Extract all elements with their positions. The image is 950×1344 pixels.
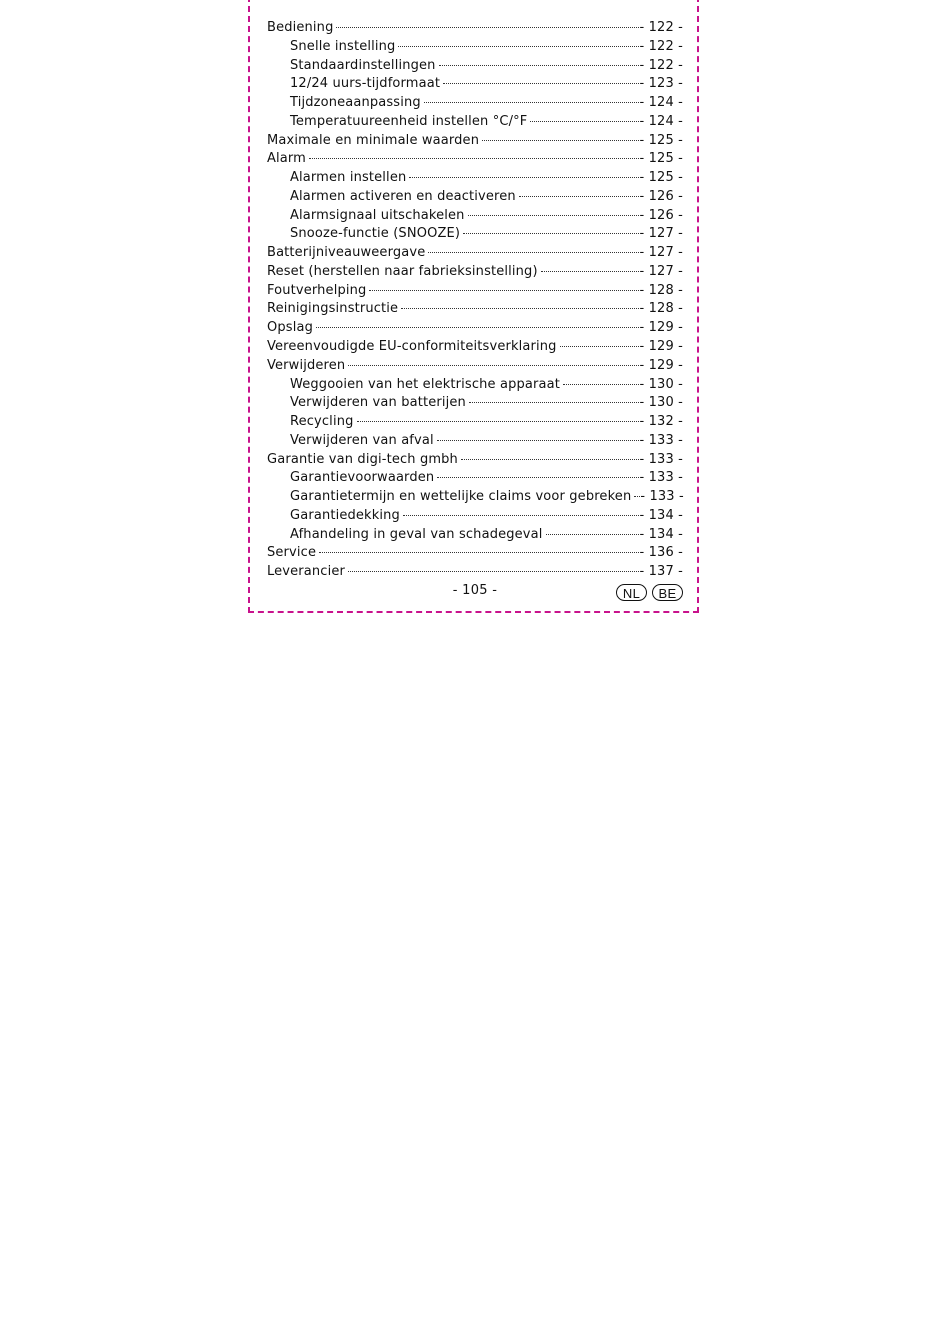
- toc-entry-page: - 133 -: [639, 432, 683, 448]
- toc-dot-leader: [401, 308, 639, 309]
- toc-dot-leader: [519, 196, 640, 197]
- toc-entry-page: - 128 -: [639, 282, 683, 298]
- toc-entry[interactable]: [267, 394, 683, 413]
- toc-entry-title: Service: [267, 545, 317, 561]
- toc-entry[interactable]: [267, 38, 683, 57]
- toc-entry-title: Snooze-functie (SNOOZE): [290, 226, 461, 242]
- toc-entry-page: - 124 -: [639, 113, 683, 129]
- toc-entry-title: Alarmen instellen: [290, 170, 407, 186]
- toc-entry[interactable]: [267, 488, 683, 507]
- toc-entry[interactable]: [267, 432, 683, 451]
- toc-entry-page: - 130 -: [639, 376, 683, 392]
- toc-entry-title: 12/24 uurs-tijdformaat: [290, 76, 441, 92]
- toc-entry-title: Reset (herstellen naar fabrieksinstelling): [267, 263, 538, 279]
- toc-entry[interactable]: [267, 319, 683, 338]
- toc-entry[interactable]: [267, 169, 683, 188]
- toc-entry-page: - 128 -: [639, 301, 683, 317]
- toc-entry-title: Recycling: [290, 414, 354, 430]
- toc-entry-page: - 136 -: [639, 545, 683, 561]
- toc-dot-leader: [309, 158, 639, 159]
- toc-entry[interactable]: [267, 225, 683, 244]
- toc-entry-page: - 134 -: [639, 507, 683, 523]
- toc-entry-page: - 122 -: [639, 38, 683, 54]
- toc-entry[interactable]: [267, 263, 683, 282]
- toc-dot-leader: [541, 271, 640, 272]
- toc-entry-title: Standaardinstellingen: [290, 57, 436, 73]
- toc-entry[interactable]: [267, 300, 683, 319]
- toc-entry[interactable]: [267, 338, 683, 357]
- toc-entry-page: - 129 -: [639, 339, 683, 355]
- toc-entry-title: Temperatuureenheid instellen °C/°F: [290, 113, 528, 129]
- toc-entry-page: - 125 -: [639, 132, 683, 148]
- toc-entry-page: - 122 -: [639, 20, 683, 35]
- toc-entry-page: - 133 -: [640, 489, 684, 505]
- toc-entry[interactable]: [267, 544, 683, 563]
- toc-dot-leader: [319, 552, 639, 553]
- toc-entry-page: - 133 -: [639, 451, 683, 467]
- toc-entry[interactable]: [267, 19, 683, 38]
- toc-entry[interactable]: [267, 469, 683, 488]
- toc-dot-leader: [546, 534, 640, 535]
- toc-dot-leader: [563, 384, 640, 385]
- toc-dot-leader: [369, 290, 639, 291]
- toc-dot-leader: [463, 233, 639, 234]
- toc-entry-title: Opslag: [267, 320, 313, 336]
- toc-dot-leader: [437, 477, 639, 478]
- toc-dot-leader: [409, 177, 639, 178]
- toc-entry-page: - 122 -: [639, 57, 683, 73]
- toc-entry-page: - 127 -: [639, 263, 683, 279]
- toc-dot-leader: [348, 365, 639, 366]
- toc-entry[interactable]: [267, 357, 683, 376]
- toc-entry-title: Weggooien van het elektrische apparaat: [290, 376, 560, 392]
- table-of-contents: [267, 19, 683, 582]
- toc-entry-title: Garantietermijn en wettelijke claims voor gebreken: [290, 489, 632, 505]
- toc-dot-leader: [530, 121, 639, 122]
- toc-entry[interactable]: [267, 75, 683, 94]
- toc-entry-page: - 134 -: [639, 526, 683, 542]
- toc-entry[interactable]: [267, 188, 683, 207]
- toc-entry[interactable]: [267, 150, 683, 169]
- toc-dot-leader: [469, 402, 640, 403]
- page-number: - 105 -: [452, 583, 498, 598]
- toc-dot-leader: [443, 83, 639, 84]
- toc-dot-leader: [357, 421, 640, 422]
- toc-entry-page: - 127 -: [639, 226, 683, 242]
- toc-entry-title: Garantiedekking: [290, 507, 400, 523]
- toc-entry[interactable]: [267, 413, 683, 432]
- toc-entry-title: Garantie van digi-tech gmbh: [267, 451, 458, 467]
- toc-dot-leader: [482, 140, 639, 141]
- country-badge-be: BE: [652, 584, 683, 601]
- toc-entry-page: - 129 -: [639, 320, 683, 336]
- toc-entry-title: Verwijderen: [267, 357, 346, 373]
- toc-dot-leader: [424, 102, 640, 103]
- toc-entry-title: Verwijderen van batterijen: [290, 395, 466, 411]
- toc-entry-title: Foutverhelping: [267, 282, 367, 298]
- toc-dot-leader: [437, 440, 640, 441]
- toc-entry-page: - 133 -: [639, 470, 683, 486]
- toc-entry-page: - 137 -: [639, 564, 683, 580]
- toc-entry[interactable]: [267, 526, 683, 545]
- toc-dot-leader: [398, 46, 639, 47]
- toc-entry-title: Alarmsignaal uitschakelen: [290, 207, 465, 223]
- toc-dot-leader: [316, 327, 639, 328]
- toc-entry[interactable]: [267, 94, 683, 113]
- toc-dot-leader: [461, 459, 640, 460]
- toc-entry-title: Alarmen activeren en deactiveren: [290, 188, 516, 204]
- toc-entry-title: Bediening: [267, 20, 334, 35]
- toc-entry[interactable]: [267, 244, 683, 263]
- toc-dot-leader: [634, 496, 640, 497]
- toc-entry[interactable]: [267, 376, 683, 395]
- toc-entry-page: - 127 -: [639, 245, 683, 261]
- toc-entry-page: - 130 -: [639, 395, 683, 411]
- toc-entry-page: - 129 -: [639, 357, 683, 373]
- toc-entry[interactable]: [267, 507, 683, 526]
- toc-entry[interactable]: [267, 113, 683, 132]
- toc-entry-title: Tijdzoneaanpassing: [290, 95, 421, 111]
- toc-entry-page: - 124 -: [639, 95, 683, 111]
- toc-dot-leader: [348, 571, 639, 572]
- toc-entry[interactable]: [267, 207, 683, 226]
- country-badge-nl: NL: [616, 584, 647, 601]
- toc-entry-title: Alarm: [267, 151, 307, 167]
- toc-entry-title: Leverancier: [267, 564, 346, 580]
- toc-entry-page: - 126 -: [639, 188, 683, 204]
- toc-entry-title: Vereenvoudigde EU-conformiteitsverklaring: [267, 339, 557, 355]
- toc-dot-leader: [468, 215, 640, 216]
- toc-entry[interactable]: [267, 132, 683, 151]
- toc-dot-leader: [560, 346, 640, 347]
- toc-entry-page: - 123 -: [639, 76, 683, 92]
- toc-dot-leader: [336, 27, 639, 28]
- toc-dot-leader: [439, 65, 640, 66]
- toc-entry-title: Afhandeling in geval van schadegeval: [290, 526, 543, 542]
- toc-entry-title: Verwijderen van afval: [290, 432, 434, 448]
- toc-entry[interactable]: [267, 282, 683, 301]
- toc-entry[interactable]: [267, 57, 683, 76]
- toc-entry[interactable]: [267, 563, 683, 582]
- toc-entry-page: - 132 -: [639, 414, 683, 430]
- toc-entry-title: Snelle instelling: [290, 38, 396, 54]
- toc-entry-title: Maximale en minimale waarden: [267, 132, 480, 148]
- toc-entry-title: Reinigingsinstructie: [267, 301, 399, 317]
- toc-entry[interactable]: [267, 451, 683, 470]
- toc-dot-leader: [428, 252, 639, 253]
- toc-entry-page: - 125 -: [639, 170, 683, 186]
- toc-entry-page: - 125 -: [639, 151, 683, 167]
- toc-dot-leader: [403, 515, 640, 516]
- toc-entry-title: Garantievoorwaarden: [290, 470, 435, 486]
- toc-entry-title: Batterijniveauweergave: [267, 245, 426, 261]
- toc-entry-page: - 126 -: [639, 207, 683, 223]
